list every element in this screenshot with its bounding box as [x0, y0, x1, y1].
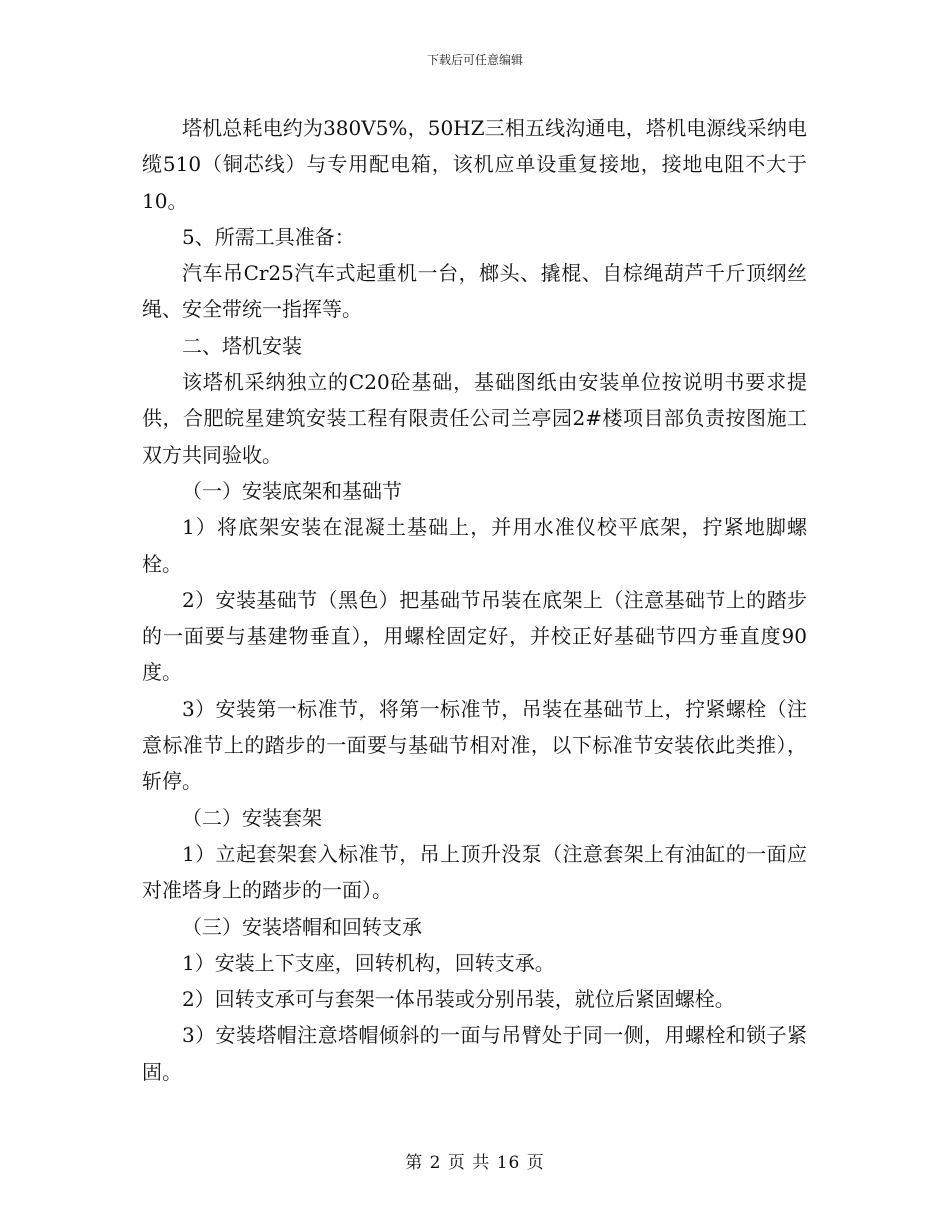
paragraph-slewing-step-1: 1）安装上下支座，回转机构，回转支承。: [182, 950, 555, 975]
page-number: 第 2 页 共 16 页: [405, 1153, 545, 1173]
paragraph-foundation: 该塔机采纳独立的C20砼基础，基础图纸由安装单位按说明书要求提供，合肥皖星建筑安装工程有限责任公司兰亭园2#楼项目部负责按图施工双方共同验收。: [142, 370, 807, 467]
section-heading-installation: 二、塔机安装: [182, 333, 302, 358]
paragraph-tools-list: 汽车吊Cr25汽车式起重机一台，榔头、撬棍、自棕绳葫芦千斤顶纲丝绳、安全带统一指挥等。: [142, 261, 807, 322]
paragraph-sleeve-step-1: 1）立起套架套入标准节，吊上顶升没泵（注意套架上有油缸的一面应对准塔身上的踏步的一面）。: [142, 841, 807, 903]
paragraph-power-supply: 塔机总耗电约为380V5%，50HZ三相五线沟通电，塔机电源线采纳电缆510（铜芯线）与专用配电箱，该机应单设重复接地，接地电阻不大于10。: [142, 116, 807, 213]
subsection-heading-slewing: （三）安装塔帽和回转支承: [182, 914, 422, 939]
paragraph-slewing-step-2: 2）回转支承可与套架一体吊装或分别吊装，就位后紧固螺栓。: [182, 987, 735, 1012]
paragraph-base-step-1: 1）将底架安装在混凝土基础上，并用水准仪校平底架，拧紧地脚螺栓。: [142, 515, 807, 576]
paragraph-tools-heading: 5、所需工具准备：: [182, 224, 355, 249]
document-body: [142, 110, 807, 1090]
subsection-heading-base: （一）安装底架和基础节: [182, 478, 402, 503]
paragraph-base-step-2: 2）安装基础节（黑色）把基础节吊装在底架上（注意基础节上的踏步的一面要与基建物垂直），用螺栓固定好，并校正好基础节四方垂直度90度。: [142, 587, 807, 685]
paragraph-slewing-step-3: 3）安装塔帽注意塔帽倾斜的一面与吊臂处于同一侧，用螺栓和锁子紧固。: [142, 1023, 807, 1084]
paragraph-base-step-3: 3）安装第一标准节，将第一标准节，吊装在基础节上，拧紧螺栓（注意标准节上的踏步的一面要与基础节相对准，以下标准节安装依此类推），斩停。: [142, 696, 807, 794]
subsection-heading-sleeve: （二）安装套架: [182, 805, 322, 830]
page-header-note: 下载后可任意编辑: [426, 53, 523, 67]
